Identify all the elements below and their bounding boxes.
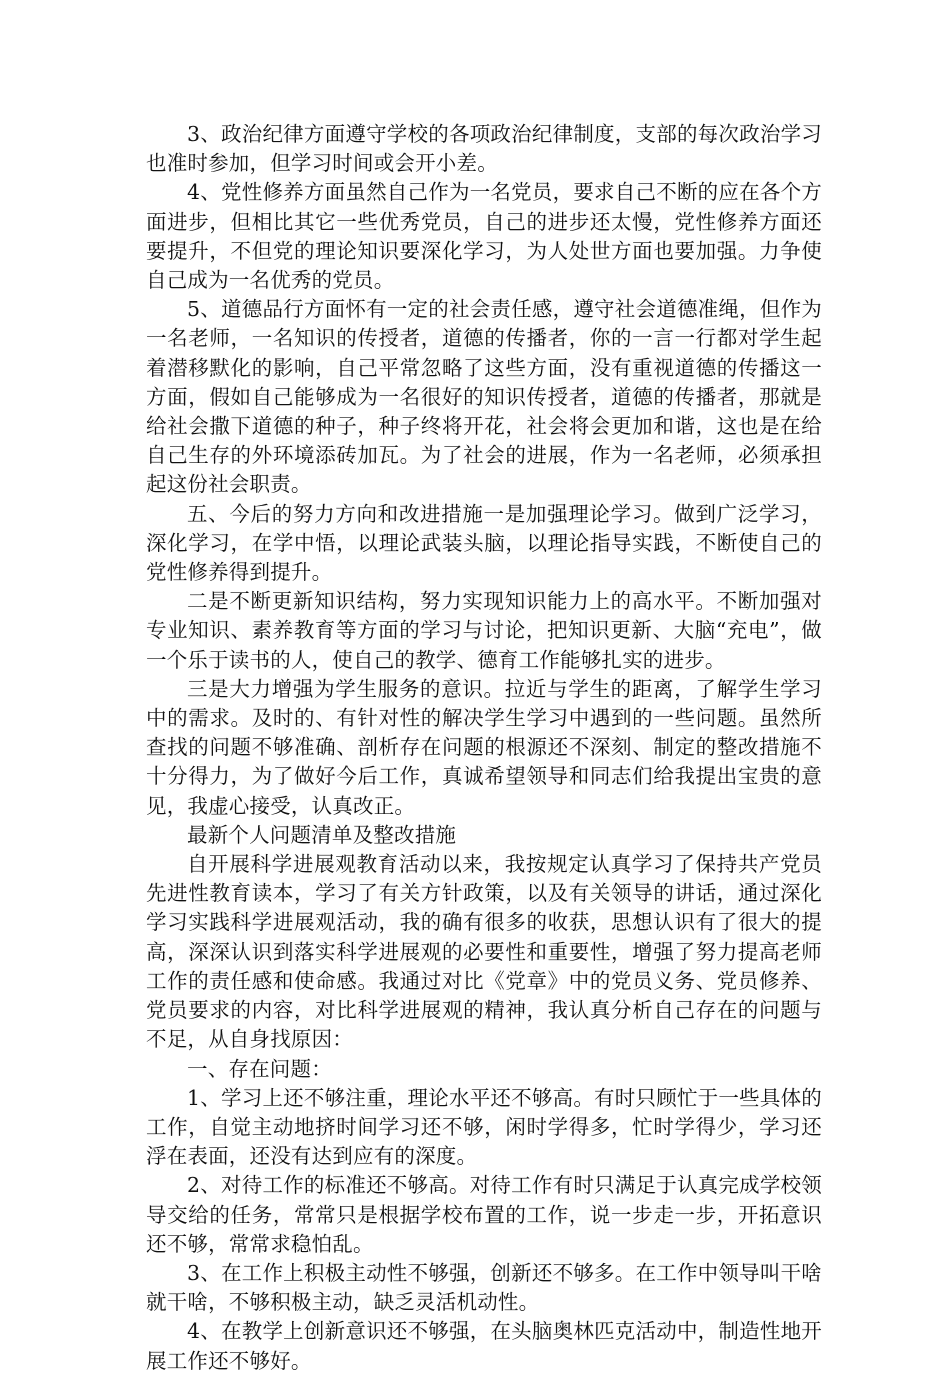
paragraph-issue-4: 4、在教学上创新意识还不够强，在头脑奥林匹克活动中，制造性地开展工作还不够好。 (146, 1319, 822, 1373)
paragraph-political-discipline: 3、政治纪律方面遵守学校的各项政治纪律制度，支部的每次政治学习也准时参加，但学习时间或会开小差。 (146, 122, 822, 176)
subsection-title: 一、存在问题： (187, 1056, 332, 1081)
paragraph-student-service: 三是大力增强为学生服务的意识。拉近与学生的距离，了解学生学习中的需求。及时的、有针对性的解决学生学习中遇到的一些问题。虽然所查找的问题不够准确、剖析存在问题的根源还不深刻、制定的整改措施不十分得力，为了做好今后工作，真诚希望领导和同志们给我提出宝贵的意见，我虚心接受，认真改正。 (146, 676, 822, 818)
paragraph-knowledge-update: 二是不断更新知识结构，努力实现知识能力上的高水平。不断加强对专业知识、素养教育等方面的学习与讨论，把知识更新、大脑“充电”，做一个乐于读书的人，使自己的教学、德育工作能够扎实的进步。 (146, 589, 822, 672)
paragraph-issue-2: 2、对待工作的标准还不够高。对待工作有时只满足于认真完成学校领导交给的任务，常常只是根据学校布置的工作，说一步走一步，开拓意识还不够，常常求稳怕乱。 (146, 1173, 822, 1256)
document-body (146, 120, 822, 1376)
paragraph-moral-conduct: 5、道德品行方面怀有一定的社会责任感，遵守社会道德准绳，但作为一名老师，一名知识的传授者，道德的传播者，你的一言一行都对学生起着潜移默化的影响，自己平常忽略了这些方面，没有重视道德的传播这一方面，假如自己能够成为一名很好的知识传授者，道德的传播者，那就是给社会撒下道德的种子，种子终将开花，社会将会更加和谐，这也是在给自己生存的外环境添砖加瓦。为了社会的进展，作为一名老师，必须承担起这份社会职责。 (146, 297, 822, 497)
paragraph-party-cultivation: 4、党性修养方面虽然自己作为一名党员，要求自己不断的应在各个方面进步，但相比其它一些优秀党员，自己的进步还太慢，党性修养方面还要提升，不但党的理论知识要深化学习，为人处世方面也要加强。力争使自己成为一名优秀的党员。 (146, 180, 822, 293)
section-title: 最新个人问题清单及整改措施 (187, 822, 457, 847)
paragraph-future-direction: 五、今后的努力方向和改进措施一是加强理论学习。做到广泛学习，深化学习，在学中悟，以理论武装头脑，以理论指导实践，不断使自己的党性修养得到提升。 (146, 501, 822, 585)
paragraph-issue-3: 3、在工作上积极主动性不够强，创新还不够多。在工作中领导叫干啥就干啥，不够积极主动，缺乏灵活机动性。 (146, 1260, 822, 1315)
paragraph-introduction: 自开展科学进展观教育活动以来，我按规定认真学习了保持共产党员先进性教育读本，学习了有关方针政策，以及有关领导的讲话，通过深化学习实践科学进展观活动，我的确有很多的收获，思想认识有了很大的提高，深深认识到落实科学进展观的必要性和重要性，增强了努力提高老师工作的责任感和使命感。我通过对比《党章》中的党员义务、党员修养、党员要求的内容，对比科学进展观的精神，我认真分析自己存在的问题与不足，从自身找原因： (146, 852, 822, 1052)
paragraph-issue-1: 1、学习上还不够注重，理论水平还不够高。有时只顾忙于一些具体的工作，自觉主动地挤时间学习还不够，闲时学得多，忙时学得少，学习还浮在表面，还没有达到应有的深度。 (146, 1085, 822, 1169)
